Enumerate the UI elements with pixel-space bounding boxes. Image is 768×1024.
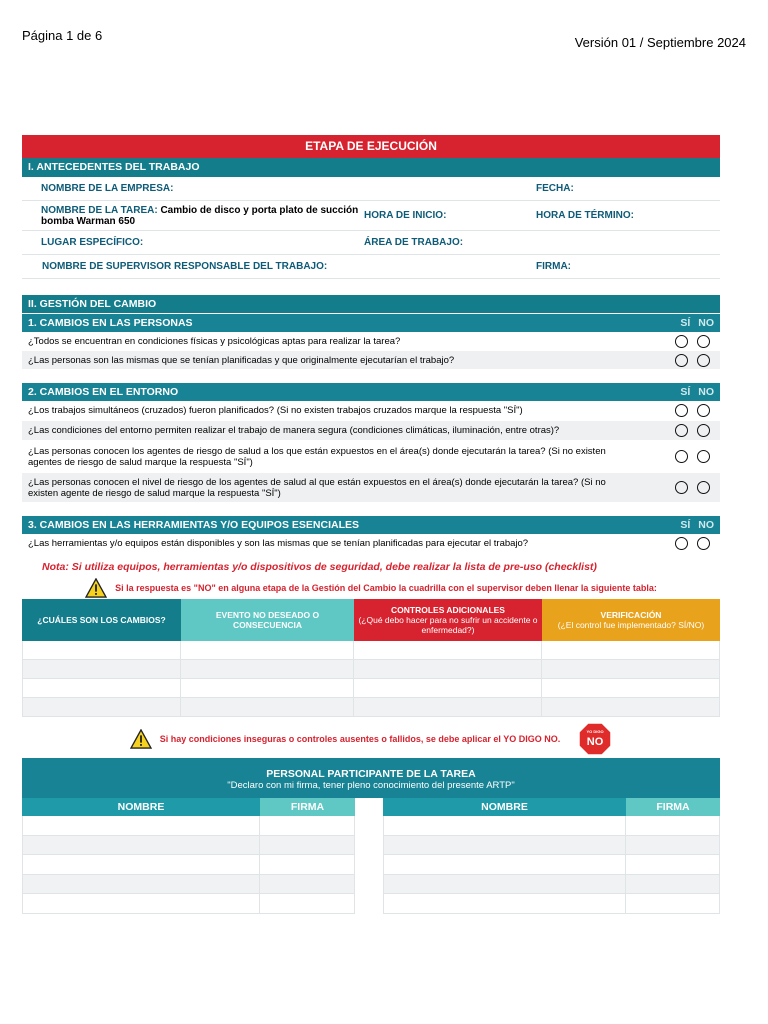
entorno-title: 2. CAMBIOS EN EL ENTORNO [28,386,179,398]
no-radio[interactable] [697,481,710,494]
tarea-label: NOMBRE DE LA TAREA: [41,204,158,216]
table-cell[interactable] [542,660,720,679]
col-controles-title: CONTROLES ADICIONALES [391,605,505,615]
table-row [22,816,355,836]
personal-subtitle: "Declaro con mi firma, tener pleno conocimiento del presente ARTP" [227,780,515,791]
firma-label: FIRMA: [536,261,571,272]
table-row [22,641,720,660]
personal-left-header [22,798,355,816]
nombre-cell[interactable] [22,894,260,914]
warning-icon [130,729,152,749]
firma-cell[interactable] [626,855,720,875]
hora-inicio-label: HORA DE INICIO: [364,210,447,221]
table-cell[interactable] [542,641,720,660]
warning-icon [85,578,107,598]
firma-cell[interactable] [260,836,355,856]
firma-cell[interactable] [626,894,720,914]
personas-header [22,314,720,332]
table-cell[interactable] [181,679,354,698]
table-cell[interactable] [354,679,542,698]
antecedentes-title: I. ANTECEDENTES DEL TRABAJO [22,158,720,177]
yes-radio[interactable] [675,404,688,417]
question-row [22,351,720,370]
question-row [22,332,720,351]
question-text: ¿Las personas conocen el nivel de riesgo de los agentes de salud al que están expuestos en el área(s) donde ejecutarán la tarea? (Si no existen agente de riesgo de salud marque la respuesta "SÍ") [28,476,606,499]
firma-cell[interactable] [260,875,355,895]
question-text: ¿Los trabajos simultáneos (cruzados) fueron planificados? (Si no existen trabajos cruzados marque la respuesta "SÍ") [28,405,523,416]
yes-radio[interactable] [675,354,688,367]
table-row [22,698,720,717]
col-controles [354,599,542,641]
no-answer-warning [22,578,720,598]
table-cell[interactable] [354,660,542,679]
question-row [22,441,720,473]
yes-radio[interactable] [675,481,688,494]
personal-title: PERSONAL PARTICIPANTE DE LA TAREA [266,768,476,780]
col-controles-sub: (¿Qué debo hacer para no sufrir un accidente o enfermedad?) [358,615,538,635]
no-radio[interactable] [697,335,710,348]
personal-section [22,758,720,914]
personal-right-header [383,798,720,816]
stop-sign-icon [578,722,612,756]
firma-cell[interactable] [260,816,355,836]
question-row [22,473,720,503]
table-cell[interactable] [22,679,181,698]
nombre-cell[interactable] [383,836,626,856]
firma-header: FIRMA [260,798,355,816]
table-cell[interactable] [181,660,354,679]
controls-table [22,599,720,717]
personal-header [22,758,720,798]
question-text: ¿Todos se encuentran en condiciones físicas y psicológicas aptas para realizar la tarea? [28,335,401,347]
table-cell[interactable] [354,641,542,660]
table-row [383,894,720,914]
table-cell[interactable] [181,698,354,717]
no-radio[interactable] [697,537,710,550]
firma-cell[interactable] [626,875,720,895]
nombre-cell[interactable] [383,894,626,914]
personas-title: 1. CAMBIOS EN LAS PERSONAS [28,317,193,329]
tarea-field [22,205,364,227]
question-text: ¿Las personas son las mismas que se tenían planificadas y que originalmente ejecutarían el trabajo? [28,354,455,366]
gestion-title: II. GESTIÓN DEL CAMBIO [22,295,720,313]
question-text: ¿Las herramientas y/o equipos están disponibles y son las mismas que se tenían planificadas para ejecutar el trabajo? [28,538,529,549]
no-label: NO [698,519,714,531]
gestion-section [22,295,720,554]
question-row [22,401,720,421]
herramientas-title: 3. CAMBIOS EN LAS HERRAMIENTAS Y/O EQUIPOS ESENCIALES [28,519,359,531]
firma-cell[interactable] [626,836,720,856]
tarea-value: Cambio de disco y porta plato de succión bomba Warman 650 [41,204,359,227]
table-row [22,836,355,856]
nombre-cell[interactable] [22,875,260,895]
nombre-cell[interactable] [383,816,626,836]
personal-left-rows [22,816,355,914]
table-cell[interactable] [542,698,720,717]
personal-right-rows [383,816,720,914]
supervisor-label: NOMBRE DE SUPERVISOR RESPONSABLE DEL TRABAJO: [42,261,328,272]
firma-header: FIRMA [626,798,720,816]
stage-title: ETAPA DE EJECUCIÓN [22,135,720,158]
nombre-cell[interactable] [22,816,260,836]
table-row [383,816,720,836]
yes-radio[interactable] [675,424,688,437]
nombre-header: NOMBRE [22,798,260,816]
yo-digo-no-text: Si hay condiciones inseguras o controles ausentes o fallidos, se debe aplicar el YO DIGO NO. [159,734,561,744]
col-verificacion [542,599,720,641]
personal-right [383,798,720,914]
nombre-cell[interactable] [383,855,626,875]
table-cell[interactable] [354,698,542,717]
table-cell[interactable] [542,679,720,698]
entorno-header [22,383,720,401]
herramientas-header [22,516,720,534]
hora-termino-label: HORA DE TÉRMINO: [536,210,634,221]
no-label: NO [698,317,714,329]
table-row [383,836,720,856]
yo-digo-no-warning [22,722,720,756]
table-row [383,875,720,895]
col-verificacion-title: VERIFICACIÓN [600,610,662,620]
area-label: ÁREA DE TRABAJO: [364,237,464,248]
fecha-label: FECHA: [536,183,574,194]
yes-radio[interactable] [675,537,688,550]
stop-sign-main: NO [586,736,604,748]
personal-left [22,798,355,914]
no-radio[interactable] [697,450,710,463]
question-text: ¿Las condiciones del entorno permiten realizar el trabajo de manera segura (condiciones climáticas, iluminación, entre otras)? [28,425,560,436]
page-number: Página 1 de 6 [22,28,103,43]
table-row [22,894,355,914]
personal-columns [22,798,720,914]
question-row [22,421,720,441]
table-cell[interactable] [22,641,181,660]
yes-radio[interactable] [675,335,688,348]
nombre-cell[interactable] [383,875,626,895]
yes-label: SÍ [680,317,691,329]
table-row [22,679,720,698]
table-cell[interactable] [181,641,354,660]
table-row [383,855,720,875]
stop-sign-top: YO DIGO [586,729,604,734]
no-radio[interactable] [697,404,710,417]
checklist-note: Nota: Si utiliza equipos, herramientas y/o dispositivos de seguridad, debe realizar la lista de pre-uso (checklist) [42,561,597,573]
lugar-label: LUGAR ESPECÍFICO: [41,237,144,248]
firma-cell[interactable] [260,855,355,875]
yes-radio[interactable] [675,450,688,463]
table-row [22,875,355,895]
table-row [22,855,355,875]
controls-table-body [22,641,720,717]
question-row [22,534,720,554]
personal-gap [355,798,383,914]
no-radio[interactable] [697,424,710,437]
antecedentes-section [22,135,720,279]
nombre-header: NOMBRE [383,798,626,816]
col-evento: EVENTO NO DESEADO O CONSECUENCIA [181,599,354,641]
table-cell[interactable] [22,698,181,717]
yes-label: SÍ [680,386,691,398]
controls-table-header [22,599,720,641]
col-cambios: ¿CUÁLES SON LOS CAMBIOS? [22,599,181,641]
question-text: ¿Las personas conocen los agentes de riesgo de salud a los que están expuestos en el área(s) donde ejecutarán la tarea? (Si no existen agentes de riesgo de salud marque la respuesta "SÍ") [28,445,606,468]
document-version: Versión 01 / Septiembre 2024 [574,35,746,50]
nombre-cell[interactable] [22,836,260,856]
no-radio[interactable] [697,354,710,367]
table-cell[interactable] [22,660,181,679]
no-answer-warning-text: Si la respuesta es "NO" en alguna etapa de la Gestión del Cambio la cuadrilla con el supervisor deben llenar la siguiente tabla: [115,583,657,593]
firma-cell[interactable] [260,894,355,914]
empresa-label: NOMBRE DE LA EMPRESA: [41,183,174,194]
firma-cell[interactable] [626,816,720,836]
yes-label: SÍ [680,519,691,531]
table-row [22,660,720,679]
col-verificacion-sub: (¿El control fue implementado? SÍ/NO) [557,620,705,630]
no-label: NO [698,386,714,398]
nombre-cell[interactable] [22,855,260,875]
